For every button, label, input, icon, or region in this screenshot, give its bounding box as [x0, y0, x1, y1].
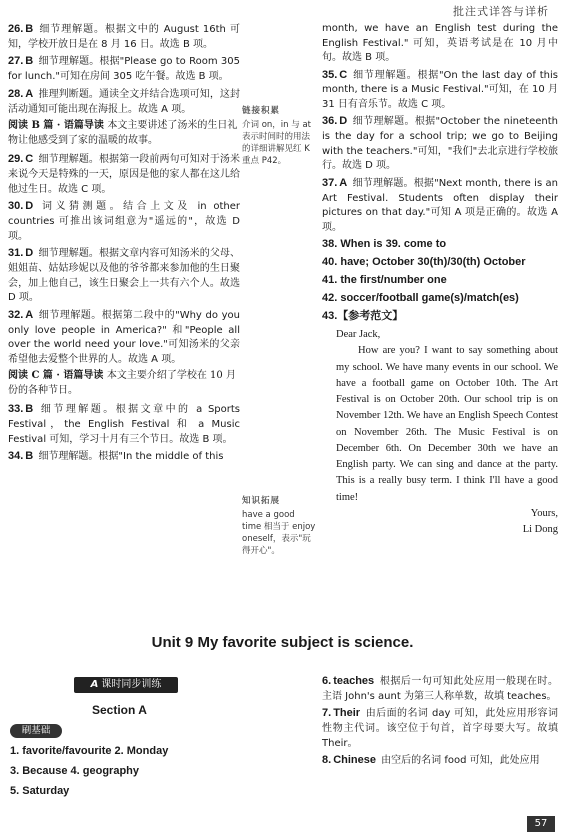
item-explanation: 根据后一句可知此处应用一般现在时。主语 John's aunt 为第三人称单数，故填 teaches。: [322, 676, 558, 702]
item-answer: B: [25, 55, 34, 68]
item-explanation: 细节理解题。根据文章内容可知汤米的父母、姐姐苗、姑姑珍妮以及他的爷爷都来参加他的生日聚会，加上他自己，该生日聚会上一共有六个人。故选 D 项。: [8, 248, 240, 304]
item-answer: D: [339, 115, 348, 128]
item-explanation: 词义猜测题。结合上文及 in other countries 可推出该词组意为"遥远的"，故选 D 项。: [8, 201, 240, 242]
item-answer: B: [25, 403, 34, 416]
answer-item: [322, 176, 558, 235]
right-continuation: month, we have an English test during the English Festival." 可知，英语考试是在 10 月中旬。故选 B 项。: [322, 23, 558, 63]
item-number: 28.: [8, 87, 24, 100]
letter-closing: Yours,: [530, 507, 558, 519]
reading-c-guide: 阅读 C 篇 · 语篇导读 本文主要介绍了学校在 10 月份的各种节日。: [8, 370, 236, 396]
exercise-line: 5. Saturday: [10, 785, 70, 797]
letter-body: How are you? I want to say something about my school. We have many events in our school. We have a football game on October 10th. The Art Festival is on October 20th. Our school trip is on November 12th. We have an English Speech Contest on November 26th. The Music Festival is on December 6th. On December 30th we have an English party. We can sing and dance at the party. This is a really busy term. I think I'll have a good time!: [336, 345, 558, 503]
answer-item: [8, 87, 240, 117]
item-answer: A: [25, 87, 34, 100]
item-explanation: 由空后的名词 food 可知，此处应用: [381, 755, 540, 767]
answer-item: [8, 449, 240, 465]
item-explanation: 细节理解题。根据第一段前两句可知对于汤米来说今天是特殊的一天，原因是他的家人都在这儿给他过生日。故选 C 项。: [8, 154, 240, 195]
right-exercises: [322, 674, 558, 771]
letter-signature: Li Dong: [522, 524, 558, 536]
section-banner: A 课时同步训练: [74, 677, 178, 693]
fill-answer: 42. soccer/football game(s)/match(es): [322, 292, 519, 305]
item-number: 32.: [8, 308, 24, 321]
item-explanation: 由后面的名词 day 可知，此处应用形容词性物主代词。该空位于句首，首字母要大写。故填 Their。: [322, 708, 558, 749]
right-column: [322, 22, 558, 538]
item-number: 35.: [322, 68, 338, 81]
item-number: 30.: [8, 200, 24, 213]
item-number: 6.: [322, 675, 332, 687]
section-title: Section A: [92, 703, 147, 717]
item-explanation: 细节理解题。根据第二段中的"Why do you only love people in America?" 和"People all over the world need your love."可知汤米的父亲希望他去爱整个世界的人。故选 A 项。: [8, 309, 240, 365]
basic-tag: 刷基础: [10, 724, 62, 738]
item-explanation: 细节理解题。根据"October the nineteenth is the day for a school trip; we go to Beijing with the teachers."可知，"我们"去北京进行学校旅行。故选 D 项。: [322, 116, 558, 172]
item-explanation: 细节理解题。根据"Please go to Room 305 for lunch."可知在房间 305 吃午餐。故选 B 项。: [8, 56, 240, 83]
fill-answer: 40. have; October 30(th)/30(th) October: [322, 256, 526, 269]
item-explanation: 细节理解题。根据"On the last day of this month, there is a Music Festival."可知，在 10 月 31 日有音乐节。故选 C 项。: [322, 69, 558, 110]
letter-greeting: Dear Jack,: [336, 329, 381, 340]
item-number: 7.: [322, 707, 332, 720]
item-answer: C: [339, 68, 348, 81]
model-letter: [336, 327, 558, 538]
answer-item: [8, 152, 240, 197]
unit-title: Unit 9 My favorite subject is science.: [151, 634, 414, 651]
item-answer: Chinese: [333, 754, 376, 767]
item-explanation: 推理判断题。通读全文并结合选项可知，这封活动通知可能出现在海报上。故选 A 项。: [8, 88, 240, 115]
item-explanation: 细节理解题。根据"Next month, there is an Art Festival. Students often display their pictures on that day."可知 A 项是正确的。故选 A 项。: [322, 177, 559, 233]
item-explanation: 细节理解题。根据文中的 August 16th 可知，学校开放日是在 8 月 16 日。故选 B 项。: [8, 24, 240, 50]
answer-item: [8, 54, 240, 84]
exercise-line: 3. Because 4. geography: [10, 765, 139, 777]
left-column: [8, 22, 240, 467]
item-answer: D: [25, 247, 34, 260]
item-answer: B: [25, 450, 34, 462]
item-number: 33.: [8, 403, 24, 416]
exercise-line: 1. favorite/favourite 2. Monday: [10, 745, 169, 757]
fill-answer: 38. When is 39. come to: [322, 238, 447, 251]
item-answer: D: [25, 200, 34, 213]
item-explanation: 细节理解题。根据"In the middle of this: [38, 451, 224, 462]
item-number: 36.: [322, 115, 338, 128]
reading-b-guide: 阅读 B 篇 · 语篇导读 本文主要讲述了汤米的生日礼物让他感受到了家的温暖的故事。: [8, 120, 238, 146]
answer-item: [8, 246, 240, 305]
item-number: 31.: [8, 247, 24, 260]
item-number: 29.: [8, 153, 24, 166]
page-header: 批注式详答与详析: [453, 5, 549, 18]
item-answer: A: [25, 308, 34, 321]
side-note-knowledge: 知识拓展 have a good time 相当于 enjoy oneself，表示"玩得开心"。: [242, 496, 316, 556]
side-note-link: 链接积累 介词 on，in 与 at 表示时间时的用法的详细讲解见红 K 重点 P42。: [242, 106, 311, 166]
item-explanation: 细节理解题。根据文章中的 a Sports Festival，the English Festival 和 a Music Festival 可知，学习十月有三个节日。故选 B 项。: [8, 404, 240, 445]
answer-item: [322, 706, 558, 751]
answer-item: [8, 308, 240, 367]
item-number: 34.: [8, 450, 24, 462]
item-answer: teaches: [333, 675, 375, 687]
fill-answer: 41. the first/number one: [322, 274, 447, 287]
answer-item: [322, 68, 558, 113]
answer-item: [322, 753, 558, 769]
page-number: 57: [527, 816, 555, 832]
answer-item: [8, 199, 240, 244]
answer-item: [8, 402, 240, 447]
item-answer: Their: [333, 707, 361, 720]
item-answer: B: [25, 23, 34, 35]
item-number: 37.: [322, 176, 338, 189]
answer-item: [8, 22, 240, 52]
item-number: 26.: [8, 23, 24, 35]
item-number: 27.: [8, 55, 24, 68]
fill-answer: 43.【参考范文】: [322, 310, 404, 323]
answer-item: [322, 674, 558, 704]
item-answer: C: [25, 153, 34, 166]
item-number: 8.: [322, 754, 332, 767]
item-answer: A: [339, 176, 348, 189]
answer-item: [322, 114, 558, 173]
